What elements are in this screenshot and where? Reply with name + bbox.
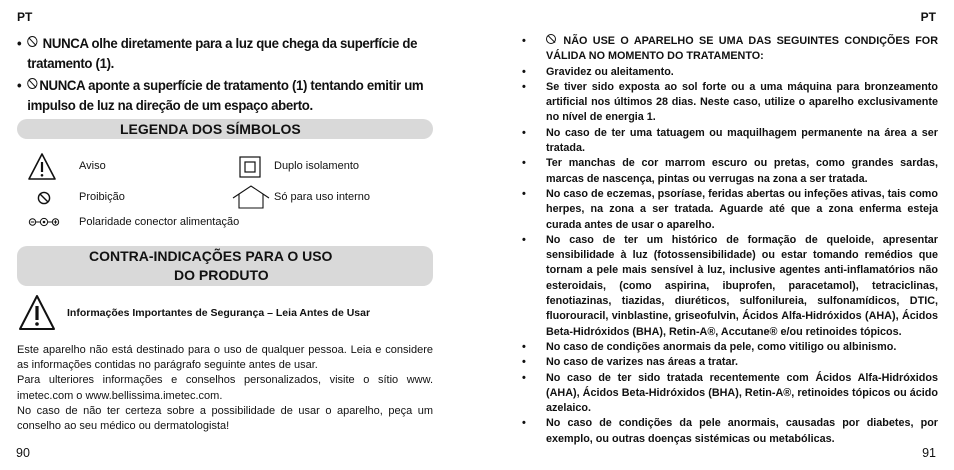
paragraph: Para ulteriores informações e conselhos personalizados, visite o sítio www. imetec.com o www.bellissima.imetec.com. [17,374,433,402]
prohibition-icon [27,36,37,47]
list-item: • No caso de varizes nas áreas a tratar. [522,355,938,370]
list-item: • No caso de condições anormais da pele, como vitiligo ou albinismo. [522,340,938,355]
house-icon [231,184,271,210]
polarity-icon [27,216,61,228]
contraindications-list [522,34,938,447]
legend-polarity-label: Polaridade conector alimentação [79,216,240,228]
list-item: • No caso de ter um histórico de formação de queloide, apresentar sensibilidade à luz (fotossensibilidade) ou estar tomando remédios que tornam a pele mais sensível à luz, inclusive agentes anti-inflamatórios não esteroidais, (como aspirina, ibuprofen, paracetamol), tetraciclinas, fenotiazinas, tiazidas, diuréticos, sulfonilureia, sulfonamídicos, DTIC, fluorouracil, vinblastine, griseofulvin, Ácidos Alfa-Hidróxidos (AHA), Ácidos Beta-Hidróxidos (BHA), Retin-A®, Accutane® e/ou retinoides tópicos. [522,233,938,340]
prohibition-icon [37,191,51,205]
warning-bullets [17,34,435,118]
contraindications-section-header: CONTRA-INDICAÇÕES PARA O USO DO PRODUTO [17,246,433,286]
warning-icon [27,152,57,181]
page-number: 91 [922,446,936,460]
page-number: 90 [16,446,30,460]
intro-text [17,343,433,434]
list-item: • Se tiver sido exposta ao sol forte ou a uma máquina para bronzeamento artificial nos últimos 28 dias. Neste caso, utilize o aparelho exclusivamente no nível de energia 1. [522,80,938,126]
list-item: • NÃO USE O APARELHO SE UMA DAS SEGUINTES CONDIÇÕES FOR VÁLIDA NO MOMENTO DO TRATAMENTO: [522,34,938,65]
legend-indoor-label: Só para uso interno [274,191,371,203]
legend-warning-label: Aviso [79,160,106,172]
legend-double-insulation-label: Duplo isolamento [274,160,359,172]
language-label: PT [920,10,936,24]
warning-icon [17,293,57,333]
paragraph: Este aparelho não está destinado para o uso de qualquer pessoa. Leia e considere as informações contidas no parágrafo seguinte antes de usar. [17,344,433,372]
prohibition-icon [27,78,37,89]
double-insulation-icon [239,156,261,178]
safety-title: Informações Importantes de Segurança – Leia Antes de Usar [67,307,371,319]
list-item: • Ter manchas de cor marrom escuro ou pretas, como grandes sardas, marcas de nascença, pintas ou verrugas na zona a ser tratada. [522,156,938,187]
list-item: • Gravidez ou aleitamento. [522,65,938,80]
list-item: • No caso de eczemas, psoríase, feridas abertas ou infeções ativas, tais como herpes, na zona a ser tratada. Aguarde até que a zona enferma esteja curada antes de usar o aparelho. [522,187,938,233]
language-label: PT [17,10,33,24]
list-item: • NUNCA aponte a superfície de tratamento (1) tentando emitir um impulso de luz na direção de um espaço aberto. [17,76,446,116]
legend-prohibition-label: Proibição [79,191,125,203]
list-item: • No caso de ter uma tatuagem ou maquilhagem permanente na área a ser tratada. [522,126,938,157]
list-item: • No caso de ter sido tratada recentemente com Ácidos Alfa-Hidróxidos (AHA), Ácidos Beta-Hidróxidos (BHA), Retin-A®, retinoides tópicos ou ácido azelaico. [522,371,938,417]
prohibition-icon [546,34,556,44]
list-item: • No caso de condições da pele anormais, causadas por diabetes, por exemplo, ou outras doenças sistémicas ou metabólicas. [522,416,938,447]
list-item: • NUNCA olhe diretamente para a luz que chega da superfície de tratamento (1). [17,34,446,74]
paragraph: No caso de não ter certeza sobre a possibilidade de usar o aparelho, peça um conselho ao seu médico ou dermatologista! [17,404,433,433]
legend-section-header: LEGENDA DOS SÍMBOLOS [17,119,433,139]
